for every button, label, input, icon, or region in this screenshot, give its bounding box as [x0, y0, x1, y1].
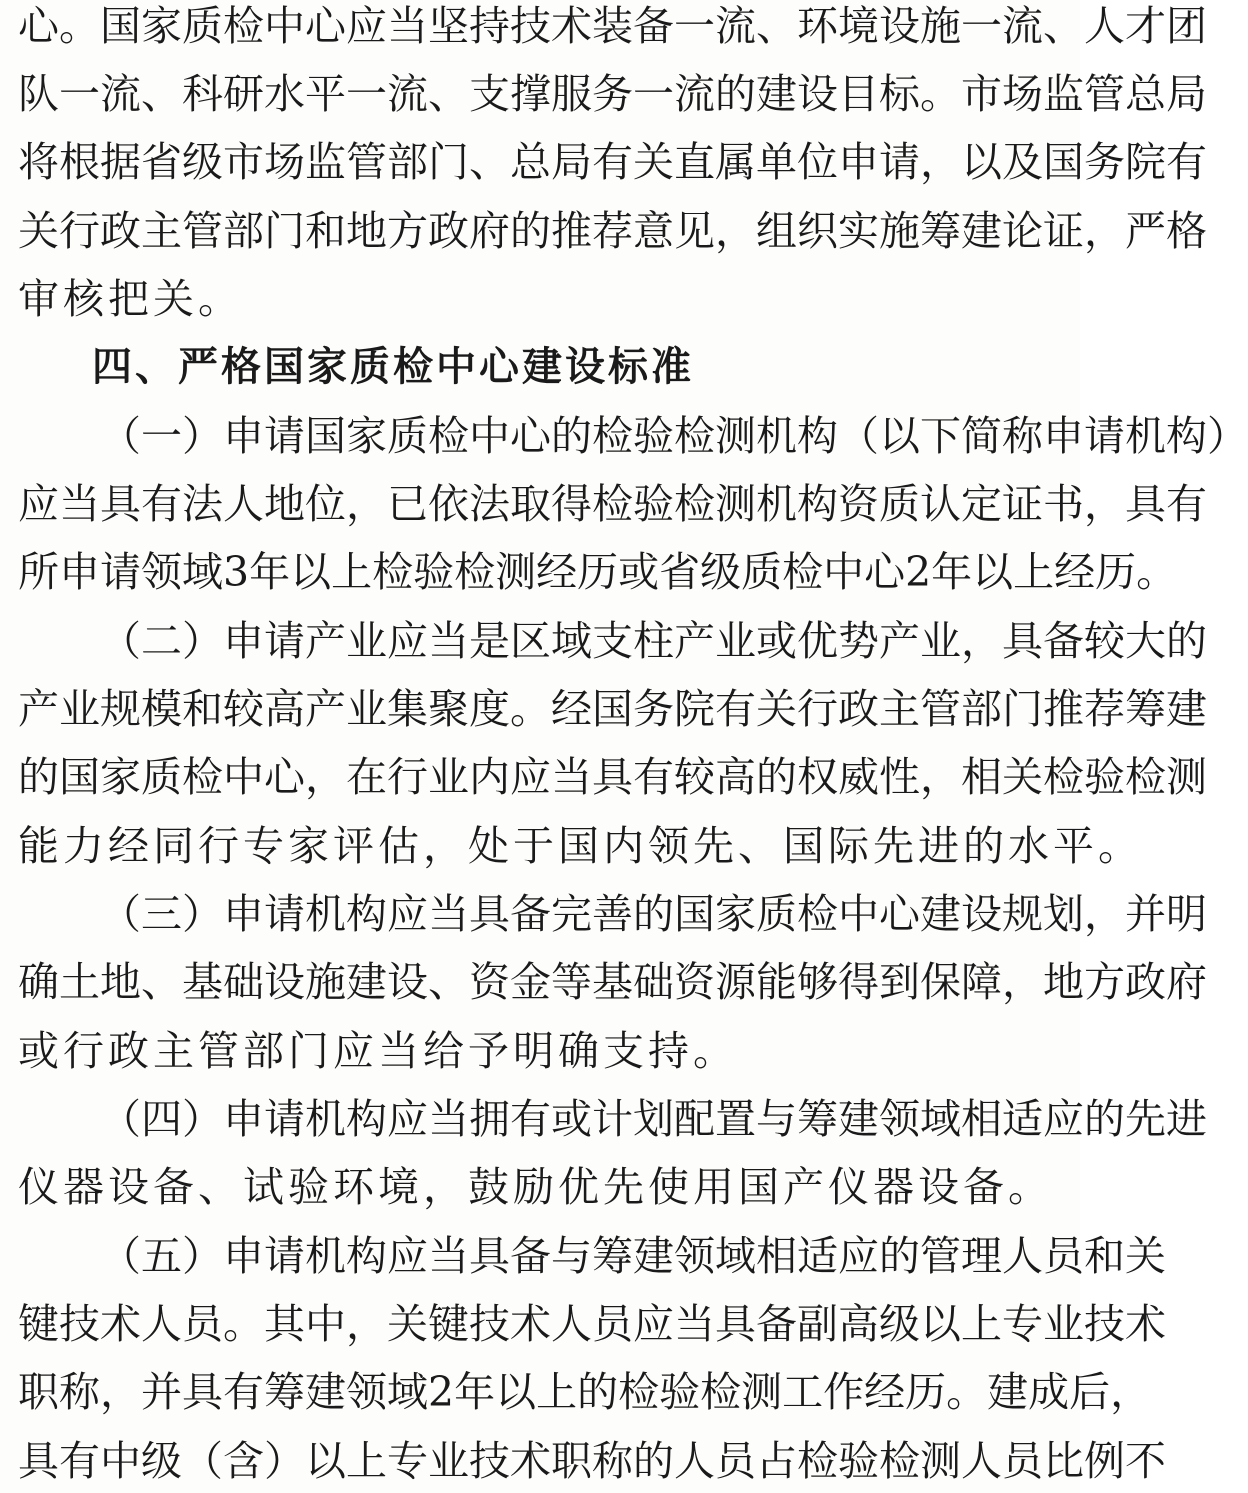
text-line: 具有中级（含）以上专业技术职称的人员占检验检测人员比例不 [18, 1437, 1166, 1485]
text-line: 应当具有法人地位，已依法取得检验检测机构资质认定证书，具有 [18, 480, 1207, 528]
text-line: 所申请领域3年以上检验检测经历或省级质检中心2年以上经历。 [18, 548, 1178, 596]
text-line: 职称，并具有筹建领域2年以上的检验检测工作经历。建成后， [18, 1368, 1152, 1416]
text-line: 关行政主管部门和地方政府的推荐意见，组织实施筹建论证，严格 [18, 207, 1207, 255]
text-line: 心。国家质检中心应当坚持技术装备一流、环境设施一流、人才团 [18, 2, 1207, 50]
text-line: （二）申请产业应当是区域支柱产业或优势产业，具备较大的 [100, 617, 1207, 665]
text-line: 能力经同行专家评估，处于国内领先、国际先进的水平。 [18, 822, 1143, 870]
text-line: （四）申请机构应当拥有或计划配置与筹建领域相适应的先进 [100, 1095, 1207, 1143]
section-heading: 四、严格国家质检中心建设标准 [92, 344, 694, 390]
text-line: 将根据省级市场监管部门、总局有关直属单位申请，以及国务院有 [18, 138, 1207, 186]
text-line: 的国家质检中心，在行业内应当具有较高的权威性，相关检验检测 [18, 753, 1207, 801]
text-line: 审核把关。 [18, 275, 243, 323]
text-line: 队一流、科研水平一流、支撑服务一流的建设目标。市场监管总局 [18, 70, 1207, 118]
text-line: 或行政主管部门应当给予明确支持。 [18, 1027, 738, 1075]
text-line: 键技术人员。其中，关键技术人员应当具备副高级以上专业技术 [18, 1300, 1166, 1348]
text-line: （一）申请国家质检中心的检验检测机构（以下简称申请机构） [100, 412, 1248, 460]
text-line: 仪器设备、试验环境，鼓励优先使用国产仪器设备。 [18, 1163, 1053, 1211]
text-line: （五）申请机构应当具备与筹建领域相适应的管理人员和关 [100, 1232, 1166, 1280]
text-line: （三）申请机构应当具备完善的国家质检中心建设规划，并明 [100, 890, 1207, 938]
text-line: 产业规模和较高产业集聚度。经国务院有关行政主管部门推荐筹建 [18, 685, 1207, 733]
text-line: 确土地、基础设施建设、资金等基础资源能够得到保障，地方政府 [18, 958, 1207, 1006]
